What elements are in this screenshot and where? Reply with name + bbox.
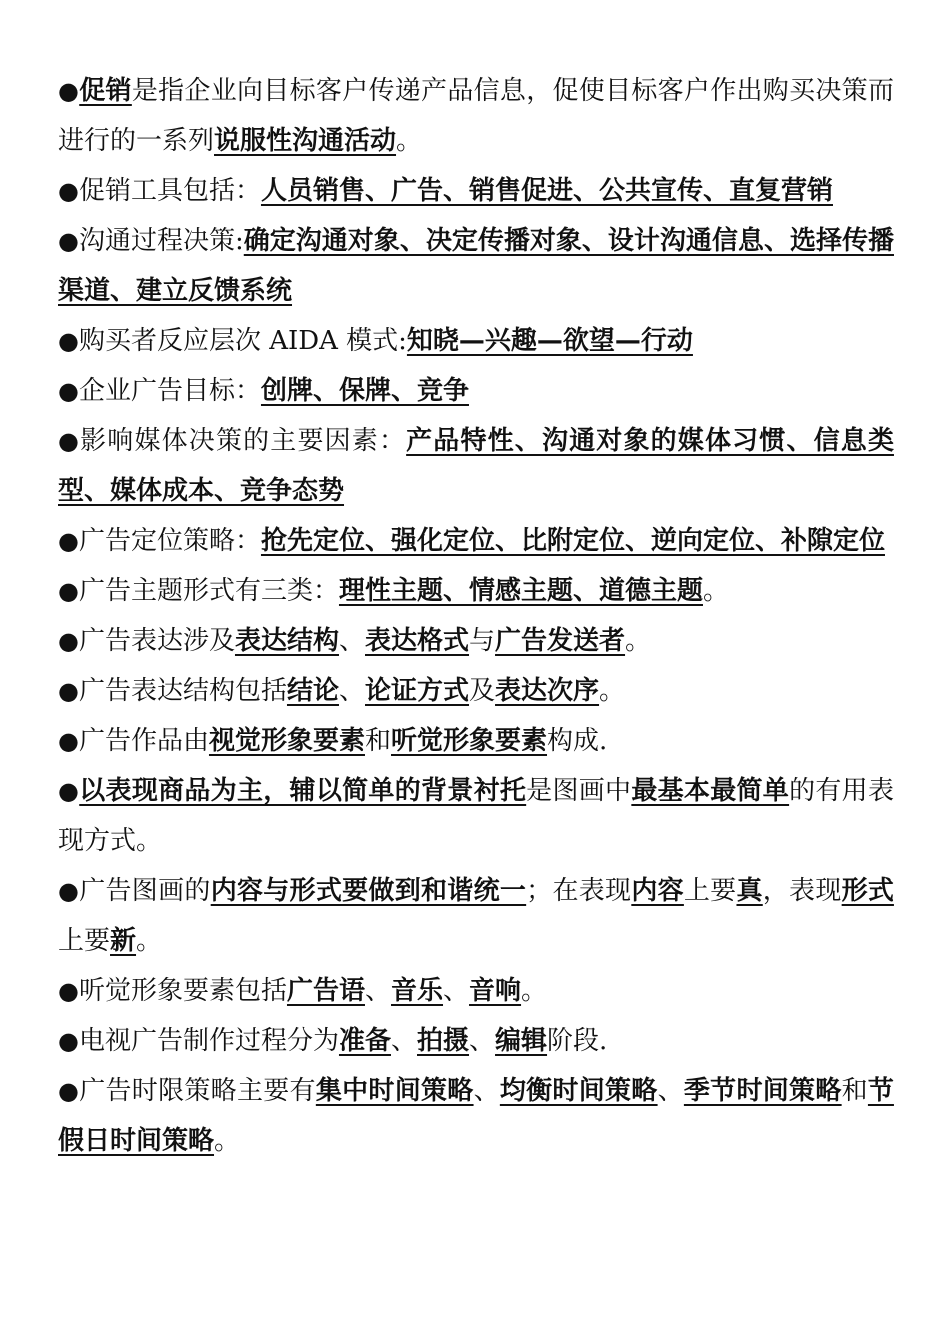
bullet-marker: ● (58, 677, 79, 705)
key-term: 广告发送者 (495, 626, 626, 656)
bullet-marker: ● (58, 577, 79, 605)
bullet-item (58, 616, 894, 666)
key-term: 音乐 (391, 976, 444, 1006)
key-term: 编辑 (495, 1026, 548, 1056)
bullet-marker: ● (58, 627, 79, 655)
key-term: 听觉形象要素 (391, 726, 548, 756)
body-text: 企业广告目标： (78, 376, 261, 406)
body-text: 广告表达结构包括 (78, 676, 287, 706)
bullet-marker: ● (58, 427, 81, 455)
key-term: 内容与形式要做到和谐统一 (210, 876, 527, 906)
key-term: 知晓—兴趣—欲望—行动 (406, 326, 693, 356)
body-text: 、 (338, 676, 365, 706)
bullet-marker: ● (58, 777, 80, 805)
bullet-marker: ● (58, 177, 79, 205)
bullet-item (58, 1066, 894, 1166)
bullet-item (58, 766, 894, 866)
key-term: 表达结构 (234, 626, 339, 656)
body-text: 的有用表现方式。 (58, 776, 894, 856)
key-term: 说服性沟通活动 (214, 126, 397, 156)
bullet-marker: ● (58, 527, 79, 555)
key-term: 形式 (841, 876, 894, 906)
body-text: 促销工具包括： (78, 176, 261, 206)
body-text: 。 (599, 676, 626, 706)
body-text: 、 (469, 1026, 496, 1056)
body-text: 。 (396, 126, 423, 156)
key-term: 抢先定位、强化定位、比附定位、逆向定位、补隙定位 (260, 526, 885, 556)
key-term: 最基本最简单 (631, 776, 790, 806)
bullet-item (58, 866, 894, 966)
body-text: 、 (657, 1076, 684, 1106)
bullet-item (58, 366, 894, 416)
body-text: 、 (364, 976, 391, 1006)
bullet-item (58, 216, 894, 316)
body-text: 影响媒体决策的主要因素： (80, 426, 407, 456)
body-text: 和 (841, 1076, 868, 1106)
body-text: 、 (338, 626, 365, 656)
bullet-marker: ● (58, 727, 79, 755)
key-term: 新 (110, 926, 137, 956)
key-term: 集中时间策略 (315, 1076, 474, 1106)
body-text: 、 (473, 1076, 500, 1106)
body-text: 广告作品由 (78, 726, 209, 756)
key-term: 均衡时间策略 (499, 1076, 658, 1106)
body-text: 是图画中 (526, 776, 632, 806)
key-term: 结论 (286, 676, 339, 706)
bullet-item (58, 516, 894, 566)
body-text: 阶段. (547, 1026, 608, 1056)
bullet-list (58, 66, 894, 1166)
body-text: 广告表达涉及 (78, 626, 235, 656)
bullet-item (58, 666, 894, 716)
body-text: 上要 (683, 876, 737, 906)
bullet-item (58, 66, 894, 166)
key-term: 以表现商品为主，辅以简单的背景衬托 (79, 776, 527, 806)
bullet-item (58, 416, 894, 516)
key-term: 论证方式 (365, 676, 470, 706)
bullet-marker: ● (58, 227, 79, 255)
body-text: ；在表现 (526, 876, 632, 906)
key-term: 确定沟通对象、决定传播对象、设计沟通信息、选择传播渠道、建立反馈系统 (58, 226, 894, 306)
key-term: 音响 (469, 976, 522, 1006)
key-term: 季节时间策略 (683, 1076, 842, 1106)
key-term: 广告语 (286, 976, 365, 1006)
body-text: 、 (390, 1026, 417, 1056)
body-text: 广告定位策略： (78, 526, 261, 556)
key-term: 产品特性、沟通对象的媒体习惯、信息类型、媒体成本、竞争态势 (58, 426, 894, 506)
bullet-item (58, 1016, 894, 1066)
key-term: 人员销售、广告、销售促进、公共宣传、直复营销 (260, 176, 833, 206)
key-term: 表达次序 (495, 676, 600, 706)
body-text: 听觉形象要素包括 (78, 976, 287, 1006)
bullet-item (58, 316, 894, 366)
bullet-item (58, 166, 894, 216)
key-term: 视觉形象要素 (208, 726, 365, 756)
body-text: 上要 (58, 926, 111, 956)
bullet-item (58, 966, 894, 1016)
body-text: 。 (136, 926, 163, 956)
body-text: 购买者反应层次 AIDA 模式: (78, 326, 407, 356)
key-term: 表达格式 (365, 626, 470, 656)
bullet-marker: ● (58, 977, 79, 1005)
body-text: 构成. (547, 726, 608, 756)
body-text: 、 (443, 976, 470, 1006)
bullet-item (58, 566, 894, 616)
key-term: 节假日时间策略 (58, 1076, 894, 1156)
key-term: 理性主题、情感主题、道德主题 (338, 576, 703, 606)
key-term: 内容 (631, 876, 684, 906)
bullet-marker: ● (58, 877, 80, 905)
bullet-marker: ● (58, 77, 80, 105)
key-term: 拍摄 (417, 1026, 470, 1056)
bullet-marker: ● (58, 1077, 80, 1105)
key-term: 真 (736, 876, 763, 906)
body-text: 沟通过程决策: (78, 226, 244, 256)
key-term: 促销 (79, 76, 132, 106)
body-text: 与 (469, 626, 496, 656)
bullet-marker: ● (58, 327, 79, 355)
body-text: 和 (364, 726, 391, 756)
body-text: 。 (214, 1126, 241, 1156)
body-text: 。 (521, 976, 548, 1006)
body-text: 是指企业向目标客户传递产品信息，促使目标客户作出购买决策而进行的一系列 (58, 76, 894, 156)
key-term: 准备 (338, 1026, 391, 1056)
body-text: 及 (469, 676, 496, 706)
body-text: 广告主题形式有三类： (78, 576, 339, 606)
bullet-marker: ● (58, 1027, 79, 1055)
key-term: 创牌、保牌、竞争 (260, 376, 469, 406)
body-text: ，表现 (762, 876, 842, 906)
body-text: 广告时限策略主要有 (79, 1076, 316, 1106)
body-text: 广告图画的 (79, 876, 211, 906)
body-text: 。 (625, 626, 652, 656)
bullet-marker: ● (58, 377, 79, 405)
bullet-item (58, 716, 894, 766)
body-text: 。 (702, 576, 729, 606)
body-text: 电视广告制作过程分为 (78, 1026, 339, 1056)
